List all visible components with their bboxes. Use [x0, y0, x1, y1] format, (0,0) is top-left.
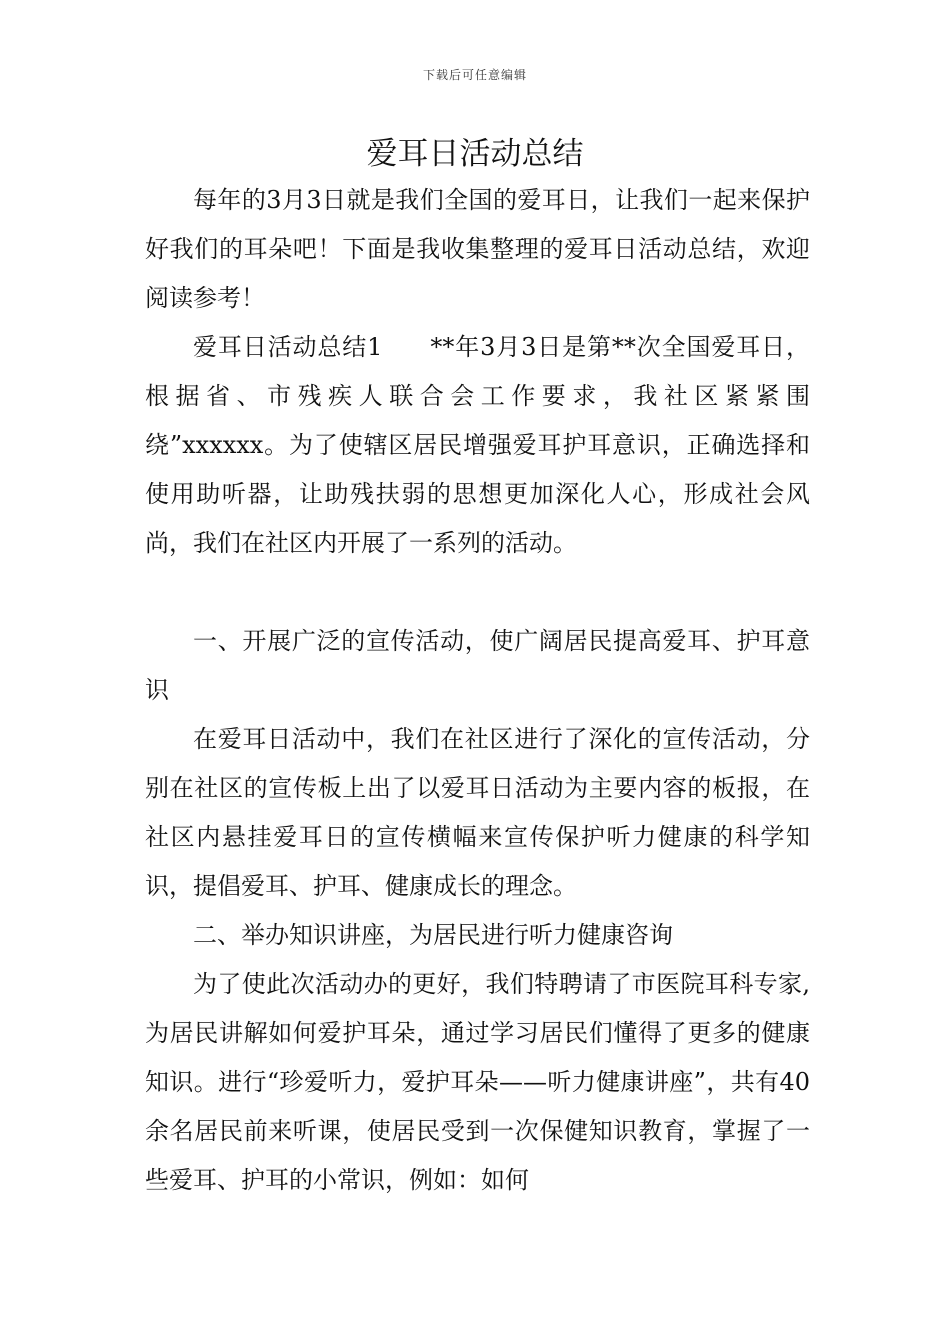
section-1-title: 一、开展广泛的宣传活动，使广阔居民提高爱耳、护耳意识 — [145, 627, 810, 704]
intro-paragraph: 每年的3月3日就是我们全国的爱耳日，让我们一起来保护好我们的耳朵吧！下面是我收集整理的爱耳日活动总结，欢迎阅读参考！ — [145, 186, 810, 312]
section-1-body: 在爱耳日活动中，我们在社区进行了深化的宣传活动，分别在社区的宣传板上出了以爱耳日活动为主要内容的板报，在社区内悬挂爱耳日的宣传横幅来宣传保护听力健康的科学知识，提倡爱耳、护耳、健康成长的理念。 — [145, 725, 810, 900]
summary-body: **年3月3日是第**次全国爱耳日，根据省、市残疾人联合会工作要求，我社区紧紧围绕”xxxxxx。为了使辖区居民增强爱耳护耳意识，正确选择和使用助听器，让助残扶弱的思想更加深化人心，形成社会风尚，我们在社区内开展了一系列的活动。 — [145, 333, 810, 557]
section-2-body: 为了使此次活动办的更好，我们特聘请了市医院耳科专家,为居民讲解如何爱护耳朵，通过学习居民们懂得了更多的健康知识。进行“珍爱听力，爱护耳朵——听力健康讲座”，共有40余名居民前来听课，使居民受到一次保健知识教育，掌握了一些爱耳、护耳的小常识，例如：如何 — [145, 970, 810, 1194]
document-body — [145, 176, 810, 1205]
document-title: 爱耳日活动总结 — [366, 136, 584, 172]
header-note: 下载后可任意编辑 — [422, 68, 527, 82]
summary-paragraph-1 — [145, 323, 810, 568]
paragraph-spacer — [145, 568, 810, 617]
section-2-title: 二、举办知识讲座，为居民进行听力健康咨询 — [193, 921, 673, 949]
summary-heading: 爱耳日活动总结1 — [193, 333, 383, 361]
